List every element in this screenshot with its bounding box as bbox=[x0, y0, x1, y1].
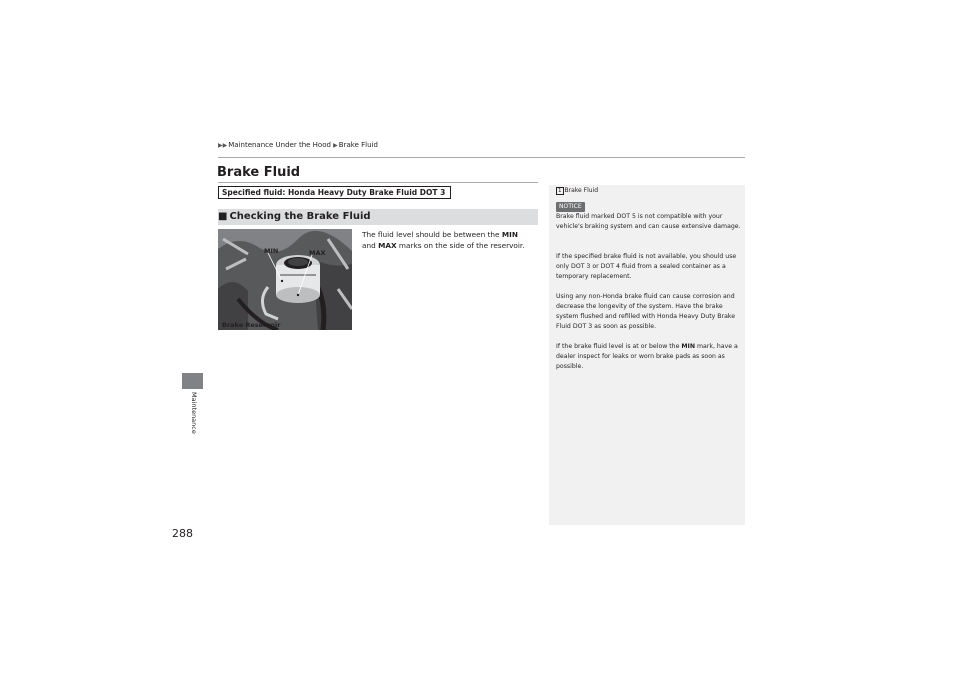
reference-mark-icon: 1 bbox=[558, 188, 562, 194]
figure-caption: Brake Reservoir bbox=[222, 321, 281, 329]
header-divider bbox=[218, 157, 745, 158]
brake-reservoir-photo bbox=[218, 229, 352, 330]
body-paragraph bbox=[362, 229, 542, 251]
body-text-part: and bbox=[362, 241, 379, 250]
breadcrumb-arrow-icon: ▶▶ bbox=[218, 142, 228, 149]
note-heading bbox=[556, 187, 598, 194]
note-paragraph: Brake fluid marked DOT 5 is not compatible with your vehicle's braking system and can cause extensive damage. bbox=[556, 213, 741, 230]
section-marker-icon: ■ bbox=[218, 211, 228, 222]
page-title: Brake Fluid bbox=[217, 165, 301, 180]
body-text-part: The fluid level should be between the bbox=[362, 230, 502, 239]
breadcrumb-arrow-icon: ▶ bbox=[333, 142, 338, 149]
note-text-part: If the brake fluid level is at or below the bbox=[556, 343, 682, 350]
breadcrumb-item[interactable]: Brake Fluid bbox=[338, 141, 378, 149]
notice-badge: NOTICE bbox=[556, 202, 585, 212]
breadcrumb-item[interactable]: Maintenance Under the Hood bbox=[228, 141, 331, 149]
section-heading bbox=[218, 209, 538, 225]
section-heading-text: Checking the Brake Fluid bbox=[229, 211, 371, 222]
brake-reservoir-illustration bbox=[218, 229, 352, 330]
note-paragraph bbox=[556, 342, 742, 372]
note-heading-text: Brake Fluid bbox=[564, 187, 599, 194]
figure-label-min: MIN bbox=[264, 247, 279, 255]
note-text-part: mark, have a dealer inspect for leaks or worn brake pads as soon as possible. bbox=[556, 343, 738, 370]
min-mark-term: MIN bbox=[501, 230, 518, 239]
min-mark-term: MIN bbox=[681, 343, 696, 350]
note-paragraph: If the specified brake fluid is not available, you should use only DOT 3 or DOT 4 fluid from a sealed container as a temporary replacement. bbox=[556, 253, 737, 280]
figure-label-max: MAX bbox=[309, 249, 326, 257]
breadcrumb bbox=[218, 141, 378, 149]
specified-fluid-box: Specified fluid: Honda Heavy Duty Brake Fluid DOT 3 bbox=[218, 186, 451, 199]
note-paragraph: Using any non-Honda brake fluid can cause corrosion and decrease the longevity of the system. Have the brake system flushed and refilled with Honda Heavy Duty Brake Fluid DOT 3 as soon as possible. bbox=[556, 293, 736, 330]
body-text-part: marks on the side of the reservoir. bbox=[396, 241, 525, 250]
page-number: 288 bbox=[172, 527, 193, 540]
chapter-label: Maintenance bbox=[190, 392, 198, 434]
chapter-tab[interactable] bbox=[182, 373, 203, 389]
title-divider bbox=[218, 182, 538, 183]
max-mark-term: MAX bbox=[378, 241, 397, 250]
